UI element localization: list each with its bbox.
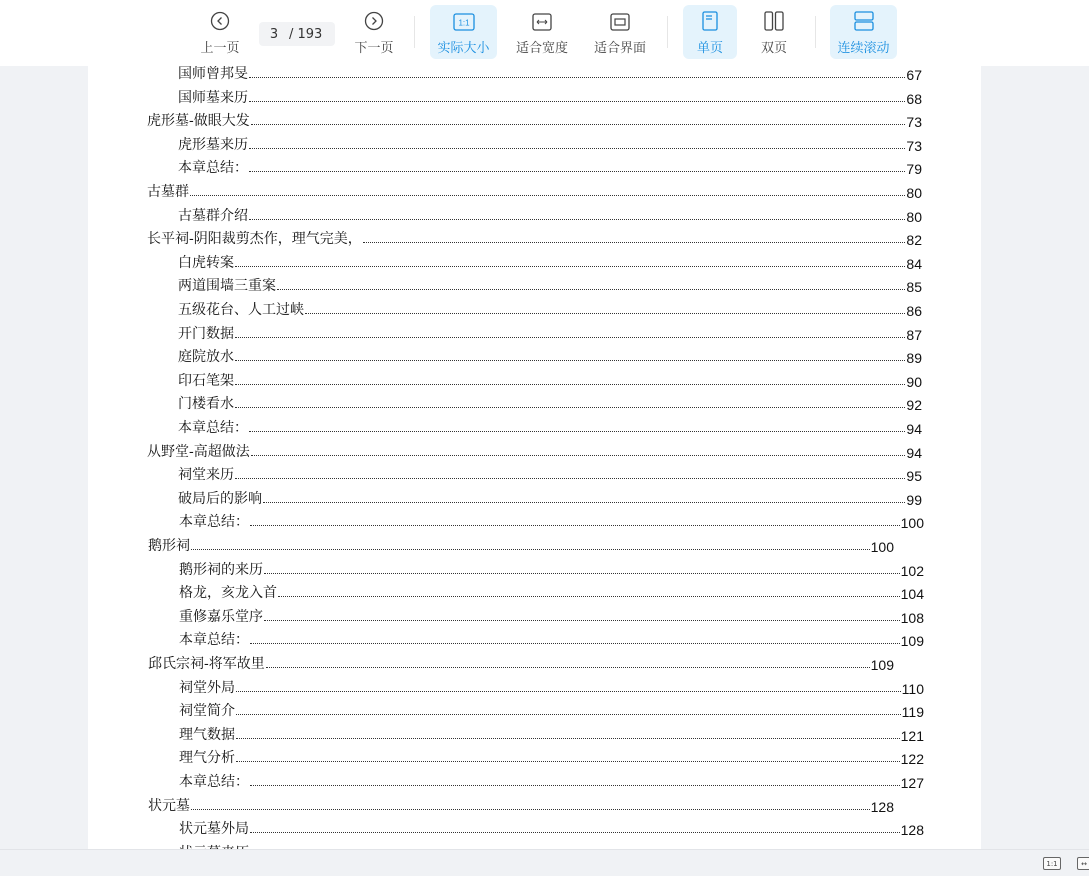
dot-leader xyxy=(277,289,905,290)
total-pages: / 193 xyxy=(289,27,322,42)
fit-page-button[interactable] xyxy=(588,5,652,59)
toc-page-number: 94 xyxy=(906,421,922,437)
toc-entry[interactable] xyxy=(179,557,924,579)
svg-text:1:1: 1:1 xyxy=(458,19,470,28)
toc-title: 本章总结： xyxy=(178,157,248,177)
dot-leader xyxy=(235,337,905,338)
toc-entry[interactable] xyxy=(179,627,924,649)
toc-page-number: 122 xyxy=(901,751,924,767)
toc-title: 理气数据 xyxy=(179,724,235,744)
toc-entry[interactable] xyxy=(178,321,922,343)
toc-entry[interactable] xyxy=(179,675,924,697)
fit-width-icon xyxy=(532,13,552,31)
dot-leader xyxy=(236,761,900,762)
toc-title: 庭院放水 xyxy=(178,346,234,366)
dot-leader xyxy=(264,573,900,574)
toc-title: 印石笔架 xyxy=(178,370,234,390)
dot-leader xyxy=(250,525,900,526)
dot-leader xyxy=(236,691,901,692)
dot-leader xyxy=(191,809,870,810)
toolbar xyxy=(0,0,1089,66)
toc-title: 破局后的影响 xyxy=(178,488,262,508)
dot-leader xyxy=(250,785,900,786)
toc-title: 五级花台、人工过峡 xyxy=(178,299,304,319)
toc-page-number: 67 xyxy=(906,67,922,83)
dot-leader xyxy=(235,266,905,267)
toc-page-number: 119 xyxy=(902,704,924,720)
toc-title: 国师墓来历 xyxy=(178,87,248,107)
toc-page-number: 94 xyxy=(906,445,922,461)
fit-page-label: 适合界面 xyxy=(594,37,646,56)
dot-leader xyxy=(266,667,870,668)
toc-title: 邱氏宗祠-将军故里 xyxy=(148,653,265,673)
toolbar-divider xyxy=(667,16,668,48)
toc-title: 虎形墓来历 xyxy=(178,134,248,154)
toc-page-number: 95 xyxy=(906,468,922,484)
toc-entry[interactable] xyxy=(178,297,922,319)
single-page-label: 单页 xyxy=(697,37,723,56)
continuous-scroll-label: 连续滚动 xyxy=(837,37,889,56)
toc-title: 重修嘉乐堂序 xyxy=(179,606,263,626)
chevron-right-circle-icon xyxy=(364,11,384,31)
toc-title: 长平祠-阴阳裁剪杰作，理气完美， xyxy=(147,228,362,248)
page-indicator xyxy=(259,22,335,46)
toc-entry[interactable] xyxy=(179,698,924,720)
toc-entry[interactable] xyxy=(178,273,922,295)
toc-title: 祠堂简介 xyxy=(179,700,235,720)
toc-page-number: 90 xyxy=(906,374,922,390)
toc-entry[interactable] xyxy=(178,391,922,413)
toc-page-number: 121 xyxy=(901,728,924,744)
toc-page-number: 87 xyxy=(906,327,922,343)
toc-page-number: 80 xyxy=(906,185,922,201)
toolbar-divider xyxy=(815,16,816,48)
toc-title: 理气分析 xyxy=(179,747,235,767)
toc-page-number: 79 xyxy=(906,161,922,177)
dot-leader xyxy=(249,219,905,220)
dot-leader xyxy=(235,478,905,479)
dot-leader xyxy=(235,407,905,408)
dot-leader xyxy=(251,455,906,456)
toc-page-number: 73 xyxy=(906,114,922,130)
toc-entry[interactable] xyxy=(178,132,922,154)
prev-page-button[interactable] xyxy=(196,5,244,59)
toc-entry[interactable] xyxy=(147,179,922,201)
toc-title: 古墓群介绍 xyxy=(178,205,248,225)
document-page xyxy=(88,66,981,856)
toc-page-number: 110 xyxy=(902,681,924,697)
dot-leader xyxy=(305,313,905,314)
toc-entry[interactable] xyxy=(147,108,922,130)
chevron-left-circle-icon xyxy=(210,11,230,31)
dot-leader xyxy=(236,714,901,715)
toc-page-number: 92 xyxy=(906,397,922,413)
toc-title: 格龙，亥龙入首 xyxy=(179,582,277,602)
double-page-icon xyxy=(764,11,784,31)
dot-leader xyxy=(249,77,905,78)
next-page-label: 下一页 xyxy=(354,37,393,56)
toc-title: 状元墓 xyxy=(148,795,190,815)
fit-width-button[interactable] xyxy=(510,5,574,59)
toc-title: 本章总结： xyxy=(178,417,248,437)
toc-page-number: 84 xyxy=(906,256,922,272)
actual-size-button[interactable] xyxy=(430,5,497,59)
actual-size-icon xyxy=(453,13,475,31)
toc-entry[interactable] xyxy=(148,651,894,673)
double-page-button[interactable] xyxy=(748,5,800,59)
toc-entry[interactable] xyxy=(179,580,924,602)
next-page-button[interactable] xyxy=(350,5,398,59)
toc-title: 虎形墓-做眼大发 xyxy=(147,110,250,130)
dot-leader xyxy=(235,384,905,385)
toc-page-number: 128 xyxy=(901,822,924,838)
fit-width-label: 适合宽度 xyxy=(516,37,568,56)
toc-title: 本章总结： xyxy=(179,629,249,649)
toc-entry[interactable] xyxy=(178,155,922,177)
actual-size-icon[interactable]: 1:1 xyxy=(1043,857,1061,870)
dot-leader xyxy=(235,360,905,361)
dot-leader xyxy=(278,596,900,597)
fit-width-icon[interactable]: ↔ xyxy=(1077,857,1089,870)
toc-entry[interactable] xyxy=(147,226,922,248)
toc-title: 祠堂来历 xyxy=(178,464,234,484)
toc-title: 状元墓外局 xyxy=(179,818,249,838)
toc-entry[interactable] xyxy=(179,722,924,744)
toc-entry[interactable] xyxy=(178,368,922,390)
toc-page-number: 99 xyxy=(906,492,922,508)
dot-leader xyxy=(263,502,905,503)
continuous-scroll-button[interactable] xyxy=(830,5,897,59)
toc-title: 从野堂-高超做法 xyxy=(147,441,250,461)
toc-entry[interactable] xyxy=(148,793,894,815)
toc-entry[interactable] xyxy=(178,415,922,437)
continuous-scroll-icon xyxy=(854,11,874,31)
toc-entry[interactable] xyxy=(178,85,922,107)
dot-leader xyxy=(251,124,906,125)
toc-title: 祠堂外局 xyxy=(179,677,235,697)
toc-title: 开门数据 xyxy=(178,323,234,343)
dot-leader xyxy=(249,148,905,149)
toc-page-number: 104 xyxy=(901,586,924,602)
toc-title: 门楼看水 xyxy=(178,393,234,413)
toc-title: 两道围墙三重案 xyxy=(178,275,276,295)
toc-entry[interactable] xyxy=(179,816,924,838)
toc-title: 本章总结： xyxy=(179,771,249,791)
dot-leader xyxy=(191,549,870,550)
toc-page-number: 73 xyxy=(906,138,922,154)
toc-title: 鹅形祠的来历 xyxy=(179,559,263,579)
toc-entry[interactable] xyxy=(179,509,924,531)
dot-leader xyxy=(190,195,905,196)
toc-title: 国师曾邦旻 xyxy=(178,66,248,83)
toc-entry[interactable] xyxy=(178,250,922,272)
dot-leader xyxy=(363,242,906,243)
single-page-button[interactable] xyxy=(683,5,737,59)
toc-title: 古墓群 xyxy=(147,181,189,201)
toc-entry[interactable] xyxy=(178,66,922,83)
toc-title: 鹅形祠 xyxy=(148,535,190,555)
dot-leader xyxy=(249,431,905,432)
toc-entry[interactable] xyxy=(179,604,924,626)
toc-entry[interactable] xyxy=(179,769,924,791)
toc-page-number: 127 xyxy=(901,775,924,791)
toc-title: 白虎转案 xyxy=(178,252,234,272)
toc-entry[interactable] xyxy=(178,462,922,484)
single-page-icon xyxy=(702,11,718,31)
current-page-input[interactable] xyxy=(259,27,289,42)
toc-page-number: 100 xyxy=(871,539,894,555)
toc-page-number: 102 xyxy=(901,563,924,579)
fit-page-icon xyxy=(610,13,630,31)
toc-page-number: 68 xyxy=(906,91,922,107)
toc-entry[interactable] xyxy=(178,203,922,225)
double-page-label: 双页 xyxy=(761,37,787,56)
status-bar xyxy=(0,849,1089,876)
dot-leader xyxy=(249,101,905,102)
toc-page-number: 85 xyxy=(906,279,922,295)
toc-page-number: 89 xyxy=(906,350,922,366)
dot-leader xyxy=(250,643,900,644)
toc-page-number: 80 xyxy=(906,209,922,225)
toolbar-divider xyxy=(414,16,415,48)
toc-entry[interactable] xyxy=(178,344,922,366)
toc-entry[interactable] xyxy=(148,533,894,555)
dot-leader xyxy=(249,171,905,172)
toc-title: 本章总结： xyxy=(179,511,249,531)
toc-page-number: 109 xyxy=(871,657,894,673)
toc-page-number: 108 xyxy=(901,610,924,626)
actual-size-label: 实际大小 xyxy=(437,37,489,56)
toc-entry[interactable] xyxy=(178,486,922,508)
toc-entry[interactable] xyxy=(179,745,924,767)
toc-page-number: 100 xyxy=(901,515,924,531)
dot-leader xyxy=(250,832,900,833)
toc-page-number: 82 xyxy=(906,232,922,248)
toc-entry[interactable] xyxy=(147,439,922,461)
toc-page-number: 86 xyxy=(906,303,922,319)
toc-page-number: 109 xyxy=(901,633,924,649)
dot-leader xyxy=(236,738,900,739)
dot-leader xyxy=(264,620,900,621)
prev-page-label: 上一页 xyxy=(200,37,239,56)
toc-page-number: 128 xyxy=(871,799,894,815)
